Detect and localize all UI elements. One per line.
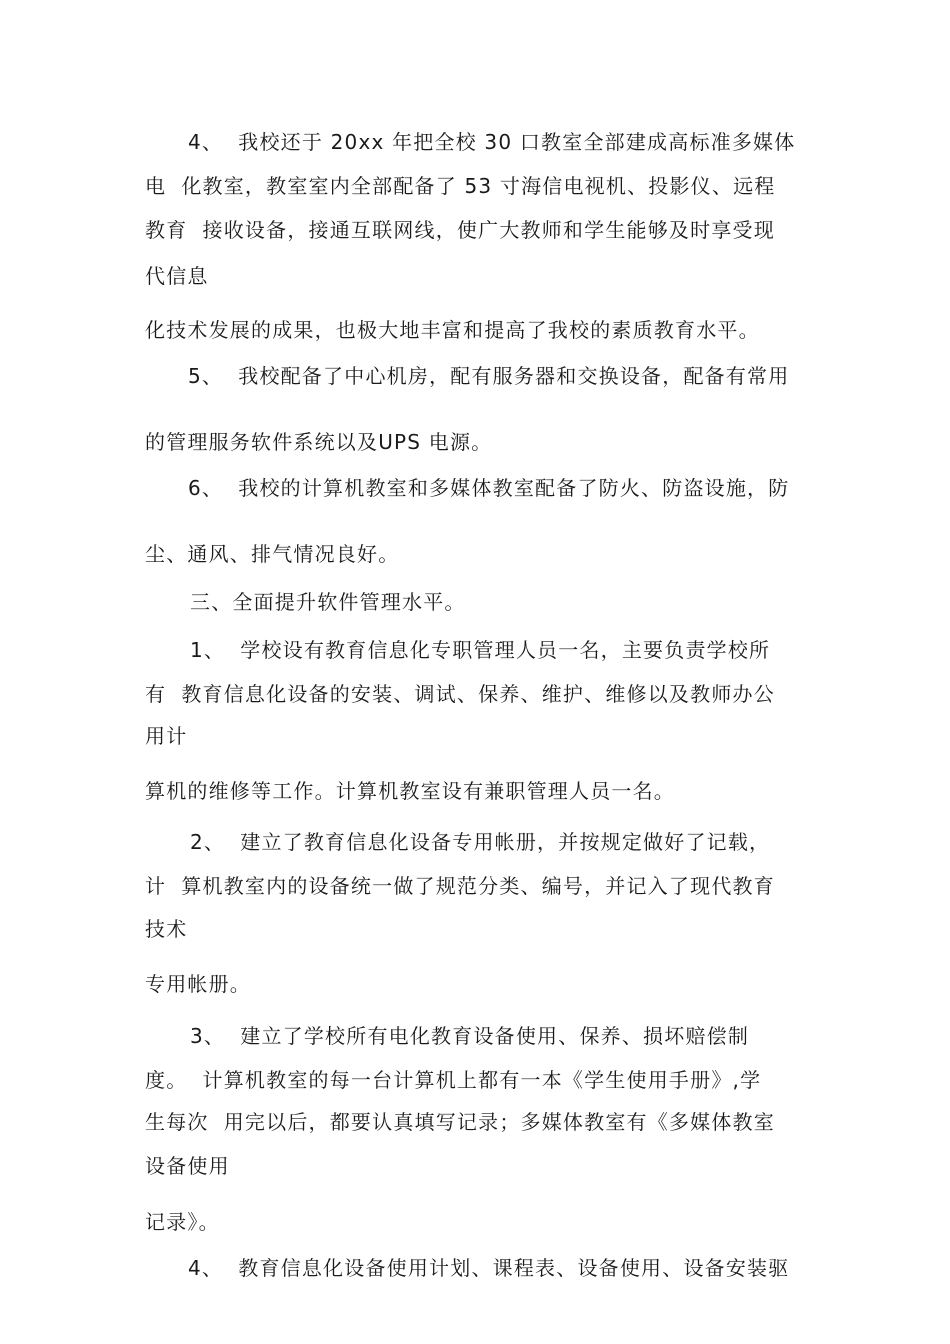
item-3-line-3: 生每次 用完以后，都要认真填写记录；多媒体教室有《多媒体教室 — [145, 1110, 775, 1134]
paragraph-4-line-3: 教育 接收设备，接通互联网线，使广大教师和学生能够及时享受现 — [145, 218, 775, 242]
item-4-line-1: 4、 教育信息化设备使用计划、课程表、设备使用、设备安装驱 — [188, 1256, 790, 1280]
item-2-line-2: 计 算机教室内的设备统一做了规范分类、编号，并记入了现代教育 — [145, 874, 775, 898]
item-3-line-5: 记录》。 — [145, 1210, 220, 1234]
item-3-line-2: 度。 计算机教室的每一台计算机上都有一本《学生使用手册》,学 — [145, 1068, 762, 1092]
paragraph-6-line-1: 6、 我校的计算机教室和多媒体教室配备了防火、防盗设施，防 — [188, 476, 790, 500]
item-3-line-4: 设备使用 — [145, 1154, 230, 1178]
paragraph-6-line-2: 尘、通风、排气情况良好。 — [145, 542, 400, 566]
item-2-line-4: 专用帐册。 — [145, 972, 251, 996]
paragraph-4-line-4: 代信息 — [145, 264, 209, 288]
paragraph-5-line-1: 5、 我校配备了中心机房，配有服务器和交换设备，配备有常用 — [188, 364, 790, 388]
paragraph-4-line-2: 电 化教室，教室室内全部配备了 53 寸海信电视机、投影仪、远程 — [145, 174, 776, 198]
item-3-line-1: 3、 建立了学校所有电化教育设备使用、保养、损坏赔偿制 — [190, 1024, 750, 1048]
paragraph-5-line-2: 的管理服务软件系统以及UPS 电源。 — [145, 430, 493, 454]
item-1-line-2: 有 教育信息化设备的安装、调试、保养、维护、维修以及教师办公 — [145, 682, 775, 706]
item-2-line-3: 技术 — [145, 917, 188, 941]
item-1-line-1: 1、 学校设有教育信息化专职管理人员一名，主要负责学校所 — [190, 638, 771, 662]
paragraph-4-line-5: 化技术发展的成果，也极大地丰富和提高了我校的素质教育水平。 — [145, 318, 760, 342]
item-1-line-3: 用计 — [145, 724, 188, 748]
paragraph-4-line-1: 4、 我校还于 20xx 年把全校 30 口教室全部建成高标准多媒体 — [188, 130, 796, 154]
item-1-line-4: 算机的维修等工作。计算机教室设有兼职管理人员一名。 — [145, 779, 675, 803]
item-2-line-1: 2、 建立了教育信息化设备专用帐册，并按规定做好了记载， — [190, 830, 771, 854]
section-3-heading: 三、全面提升软件管理水平。 — [190, 590, 466, 614]
